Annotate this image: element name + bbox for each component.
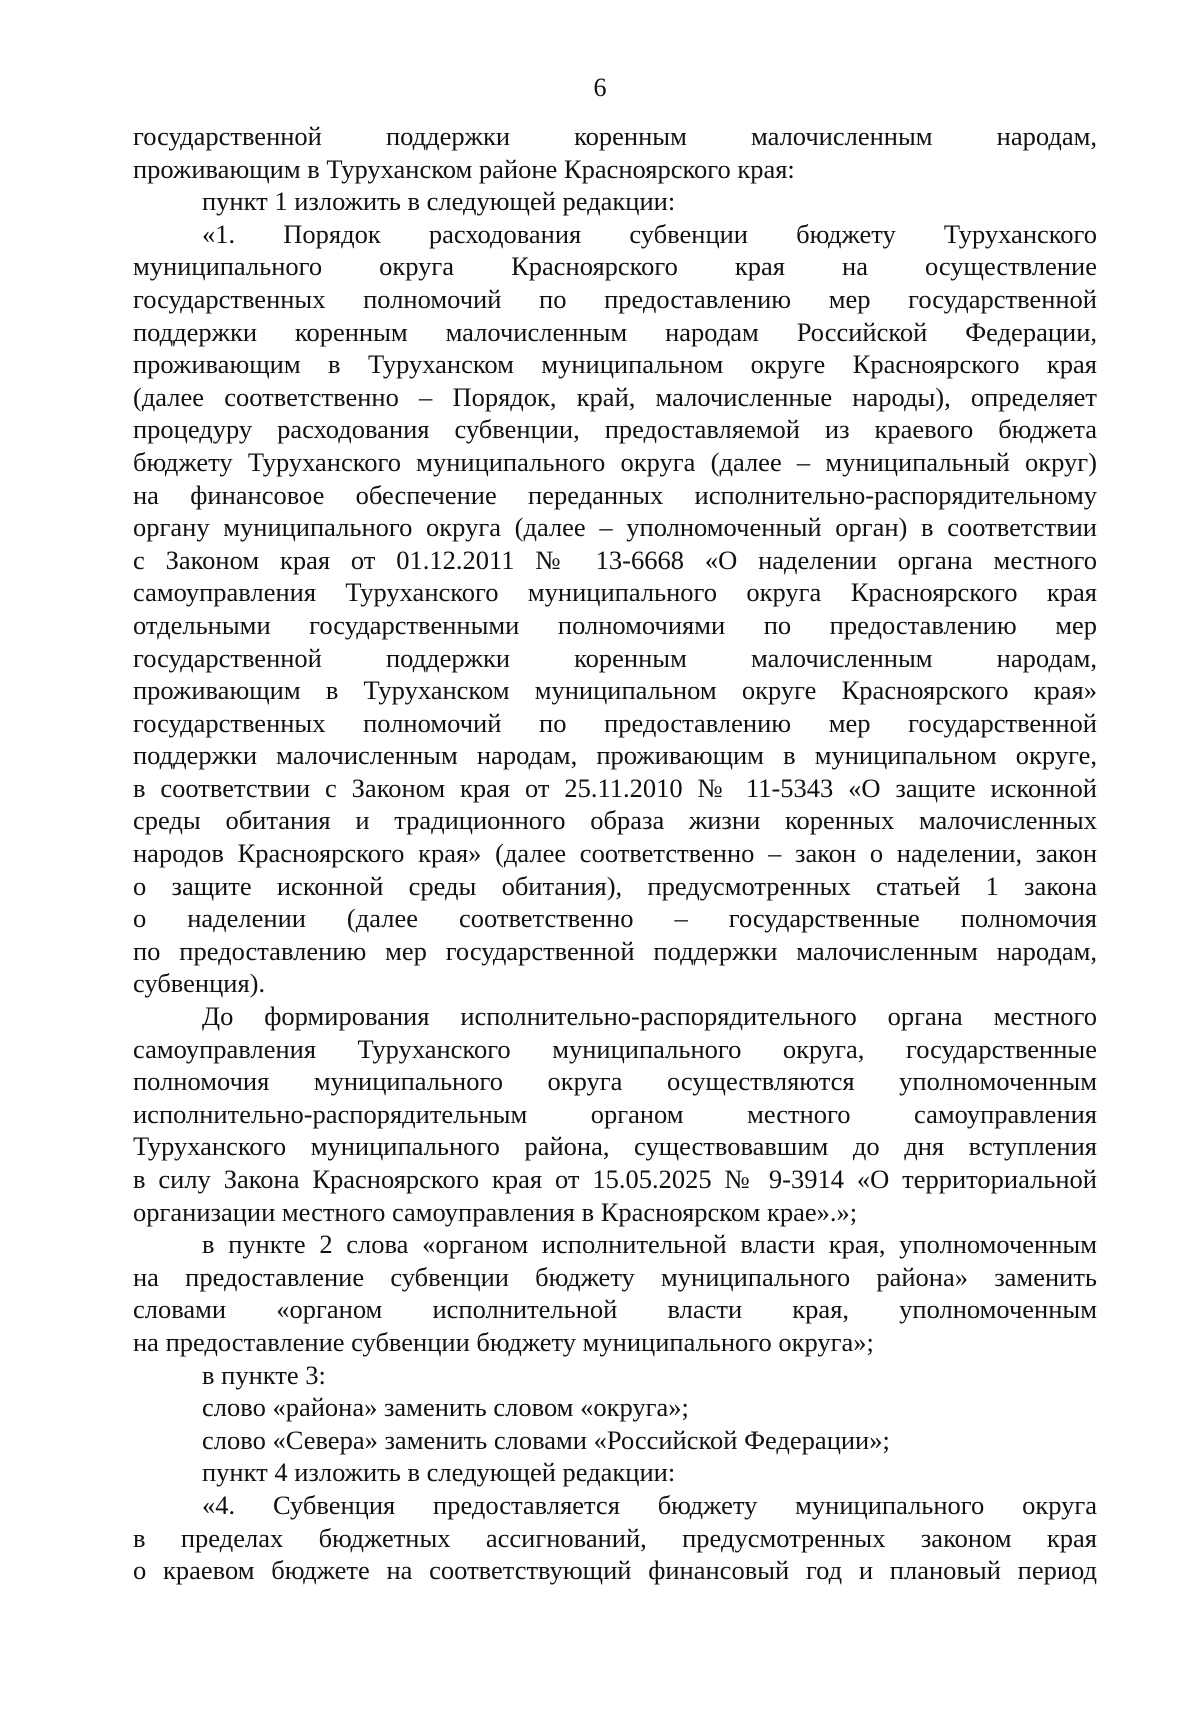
text-line: проживающим в Туруханском муниципальном округе Красноярского края (133, 349, 1097, 380)
text-line: государственной поддержки коренным малочисленным народам, (133, 642, 1097, 673)
text-line: по предоставлению мер государственной поддержки малочисленным народам, (133, 935, 1097, 966)
text-line: народов Красноярского края» (далее соответственно – закон о наделении, закон (133, 838, 1097, 869)
text-line: государственной поддержки коренным малочисленным народам, (133, 121, 1097, 151)
text-line: самоуправления Туруханского муниципального округа, государственные (133, 1033, 1097, 1064)
text-line: о наделении (далее соответственно – государственные полномочия (133, 903, 1097, 934)
text-line: среды обитания и традиционного образа жизни коренных малочисленных (133, 805, 1097, 836)
text-line: о защите исконной среды обитания), предусмотренных статьей 1 закона (133, 870, 1097, 901)
text-line: «4. Субвенция предоставляется бюджету муниципального округа (202, 1489, 1097, 1520)
text-line: проживающим в Туруханском муниципальном округе Красноярского края» (133, 675, 1097, 706)
text-line: процедуру расходования субвенции, предоставляемой из краевого бюджета (133, 414, 1097, 445)
text-line: слово «Севера» заменить словами «Российской Федерации»; (202, 1424, 890, 1455)
text-line: словами «органом исполнительной власти края, уполномоченным (133, 1294, 1097, 1325)
text-line: поддержки коренным малочисленным народам Российской Федерации, (133, 316, 1097, 347)
text-line: организации местного самоуправления в Красноярском крае».»; (133, 1196, 858, 1227)
text-line: слово «района» заменить словом «округа»; (202, 1392, 689, 1423)
text-line: До формирования исполнительно-распорядительного органа местного (202, 1001, 1097, 1032)
text-line: Туруханского муниципального района, существовавшим до дня вступления (133, 1131, 1097, 1162)
text-line: полномочия муниципального округа осуществляются уполномоченным (133, 1066, 1097, 1097)
text-line: на предоставление субвенции бюджету муниципального округа»; (133, 1326, 874, 1357)
text-line: отдельными государственными полномочиями по предоставлению мер (133, 609, 1097, 640)
text-line: в пределах бюджетных ассигнований, предусмотренных законом края (133, 1522, 1097, 1553)
text-line: поддержки малочисленным народам, проживающим в муниципальном округе, (133, 740, 1097, 771)
text-line: о краевом бюджете на соответствующий финансовый год и плановый период (133, 1555, 1097, 1586)
text-line: пункт 4 изложить в следующей редакции: (202, 1457, 676, 1488)
text-line: государственных полномочий по предоставлению мер государственной (133, 707, 1097, 738)
text-line: проживающим в Туруханском районе Красноярского края: (133, 153, 795, 184)
text-line: с Законом края от 01.12.2011 № 13-6668 «О наделении органа местного (133, 544, 1097, 575)
text-line: в пункте 2 слова «органом исполнительной власти края, уполномоченным (202, 1229, 1097, 1260)
text-line: «1. Порядок расходования субвенции бюджету Туруханского (202, 218, 1097, 249)
text-line: (далее соответственно – Порядок, край, малочисленные народы), определяет (133, 381, 1097, 412)
text-line: муниципального округа Красноярского края на осуществление (133, 251, 1097, 282)
text-line: в пункте 3: (202, 1359, 326, 1390)
text-line: на финансовое обеспечение переданных исполнительно-распорядительному (133, 479, 1097, 510)
text-line: бюджету Туруханского муниципального округа (далее – муниципальный округ) (133, 446, 1097, 477)
text-line: самоуправления Туруханского муниципального округа Красноярского края (133, 577, 1097, 608)
text-line: пункт 1 изложить в следующей редакции: (202, 186, 676, 217)
text-line: в силу Закона Красноярского края от 15.05.2025 № 9-3914 «О территориальной (133, 1164, 1097, 1194)
text-line: исполнительно-распорядительным органом местного самоуправления (133, 1098, 1097, 1129)
page-number: 6 (593, 73, 607, 102)
text-line: государственных полномочий по предоставлению мер государственной (133, 283, 1097, 314)
text-line: субвенция). (133, 968, 266, 999)
text-line: на предоставление субвенции бюджету муниципального района» заменить (133, 1261, 1097, 1292)
text-line: в соответствии с Законом края от 25.11.2010 № 11-5343 «О защите исконной (133, 772, 1097, 803)
document-body (133, 120, 1097, 1587)
text-line: органу муниципального округа (далее – уполномоченный орган) в соответствии (133, 512, 1097, 543)
